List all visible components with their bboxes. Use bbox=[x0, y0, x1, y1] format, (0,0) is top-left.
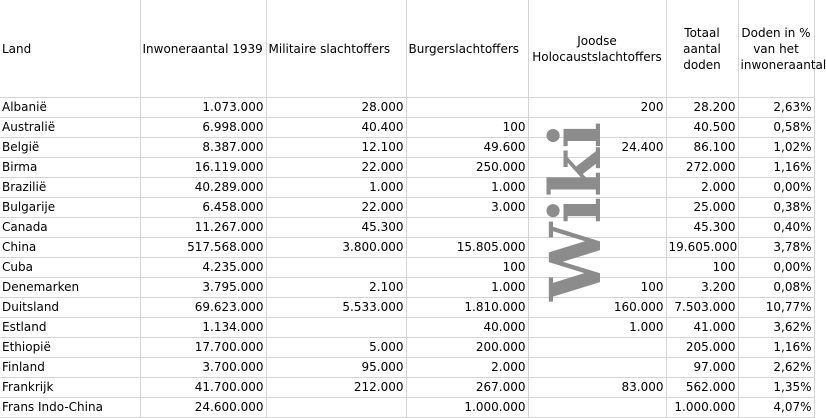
cell-militair[interactable]: 45.300 bbox=[266, 218, 406, 238]
cell-inwoners[interactable]: 17.700.000 bbox=[140, 338, 266, 358]
cell-joods[interactable] bbox=[528, 218, 666, 238]
cell-inwoners[interactable]: 517.568.000 bbox=[140, 238, 266, 258]
table-row bbox=[0, 218, 814, 238]
cell-burger[interactable]: 200.000 bbox=[406, 338, 528, 358]
cell-militair[interactable]: 22.000 bbox=[266, 158, 406, 178]
cell-procent[interactable]: 1,35% bbox=[738, 378, 814, 398]
cell-joods[interactable]: 160.000 bbox=[528, 298, 666, 318]
cell-land[interactable]: Estland bbox=[0, 318, 140, 338]
table-row bbox=[0, 298, 814, 318]
cell-totaal[interactable]: 86.100 bbox=[666, 138, 738, 158]
cell-joods[interactable] bbox=[528, 338, 666, 358]
cell-land[interactable]: Finland bbox=[0, 358, 140, 378]
cell-militair[interactable] bbox=[266, 318, 406, 338]
cell-totaal[interactable]: 1.000.000 bbox=[666, 398, 738, 418]
cell-inwoners[interactable]: 40.289.000 bbox=[140, 178, 266, 198]
cell-totaal[interactable]: 28.200 bbox=[666, 98, 738, 118]
watermark-text: Wiki bbox=[534, 121, 617, 301]
table-row bbox=[0, 118, 814, 138]
cell-burger[interactable] bbox=[406, 218, 528, 238]
cell-joods[interactable] bbox=[528, 158, 666, 178]
cell-procent[interactable]: 10,77% bbox=[738, 298, 814, 318]
table-row bbox=[0, 178, 814, 198]
table-row bbox=[0, 338, 814, 358]
cell-procent[interactable]: 2,63% bbox=[738, 98, 814, 118]
cell-burger[interactable]: 100 bbox=[406, 258, 528, 278]
cell-land[interactable]: Birma bbox=[0, 158, 140, 178]
cell-totaal[interactable]: 41.000 bbox=[666, 318, 738, 338]
cell-land[interactable]: Duitsland bbox=[0, 298, 140, 318]
cell-procent[interactable]: 0,00% bbox=[738, 258, 814, 278]
cell-joods[interactable]: 100 bbox=[528, 278, 666, 298]
header-land[interactable]: Land bbox=[0, 0, 140, 98]
table-row bbox=[0, 318, 814, 338]
cell-totaal[interactable]: 272.000 bbox=[666, 158, 738, 178]
cell-inwoners[interactable]: 24.600.000 bbox=[140, 398, 266, 418]
cell-inwoners[interactable]: 3.795.000 bbox=[140, 278, 266, 298]
cell-militair[interactable]: 12.100 bbox=[266, 138, 406, 158]
cell-procent[interactable]: 0,58% bbox=[738, 118, 814, 138]
cell-burger[interactable]: 15.805.000 bbox=[406, 238, 528, 258]
cell-inwoners[interactable]: 8.387.000 bbox=[140, 138, 266, 158]
cell-militair[interactable]: 28.000 bbox=[266, 98, 406, 118]
cell-totaal[interactable]: 100 bbox=[666, 258, 738, 278]
cell-procent[interactable]: 1,16% bbox=[738, 338, 814, 358]
cell-procent[interactable]: 3,78% bbox=[738, 238, 814, 258]
cell-burger[interactable] bbox=[406, 98, 528, 118]
cell-joods[interactable] bbox=[528, 358, 666, 378]
cell-land[interactable]: Albanië bbox=[0, 98, 140, 118]
cell-procent[interactable]: 4,07% bbox=[738, 398, 814, 418]
cell-militair[interactable]: 95.000 bbox=[266, 358, 406, 378]
cell-militair[interactable]: 1.000 bbox=[266, 178, 406, 198]
cell-procent[interactable]: 1,02% bbox=[738, 138, 814, 158]
cell-procent[interactable]: 0,00% bbox=[738, 178, 814, 198]
cell-totaal[interactable]: 2.000 bbox=[666, 178, 738, 198]
cell-burger[interactable]: 3.000 bbox=[406, 198, 528, 218]
cell-militair[interactable]: 40.400 bbox=[266, 118, 406, 138]
cell-procent[interactable]: 1,16% bbox=[738, 158, 814, 178]
cell-totaal[interactable]: 205.000 bbox=[666, 338, 738, 358]
cell-procent[interactable]: 0,08% bbox=[738, 278, 814, 298]
cell-totaal[interactable]: 19.605.000 bbox=[666, 238, 738, 258]
cell-procent[interactable]: 2,62% bbox=[738, 358, 814, 378]
header-joods[interactable]: Joodse Holocaustslachtoffers bbox=[528, 0, 666, 98]
cell-joods[interactable] bbox=[528, 118, 666, 138]
table-header bbox=[0, 0, 826, 98]
cell-inwoners[interactable]: 1.134.000 bbox=[140, 318, 266, 338]
cell-inwoners[interactable]: 3.700.000 bbox=[140, 358, 266, 378]
cell-procent[interactable]: 0,38% bbox=[738, 198, 814, 218]
cell-militair[interactable]: 22.000 bbox=[266, 198, 406, 218]
cell-joods[interactable] bbox=[528, 198, 666, 218]
table-row bbox=[0, 98, 814, 118]
cell-land[interactable]: Bulgarije bbox=[0, 198, 140, 218]
cell-totaal[interactable]: 7.503.000 bbox=[666, 298, 738, 318]
cell-inwoners[interactable]: 6.998.000 bbox=[140, 118, 266, 138]
cell-totaal[interactable]: 3.200 bbox=[666, 278, 738, 298]
cell-inwoners[interactable]: 16.119.000 bbox=[140, 158, 266, 178]
cell-burger[interactable]: 1.000.000 bbox=[406, 398, 528, 418]
cell-burger[interactable]: 49.600 bbox=[406, 138, 528, 158]
cell-militair[interactable]: 5.000 bbox=[266, 338, 406, 358]
cell-militair[interactable] bbox=[266, 398, 406, 418]
cell-totaal[interactable]: 562.000 bbox=[666, 378, 738, 398]
cell-joods[interactable]: 24.400 bbox=[528, 138, 666, 158]
header-procent[interactable]: Doden in % van het inwoneraantal bbox=[738, 0, 814, 98]
table-row bbox=[0, 398, 814, 418]
cell-land[interactable]: Cuba bbox=[0, 258, 140, 278]
cell-burger[interactable]: 100 bbox=[406, 118, 528, 138]
cell-procent[interactable]: 0,40% bbox=[738, 218, 814, 238]
cell-joods[interactable] bbox=[528, 398, 666, 418]
table-row bbox=[0, 138, 814, 158]
cell-inwoners[interactable]: 41.700.000 bbox=[140, 378, 266, 398]
cell-joods[interactable] bbox=[528, 238, 666, 258]
cell-militair[interactable]: 5.533.000 bbox=[266, 298, 406, 318]
cell-inwoners[interactable]: 11.267.000 bbox=[140, 218, 266, 238]
cell-burger[interactable]: 2.000 bbox=[406, 358, 528, 378]
table-row bbox=[0, 258, 814, 278]
cell-inwoners[interactable]: 6.458.000 bbox=[140, 198, 266, 218]
cell-burger[interactable]: 267.000 bbox=[406, 378, 528, 398]
table-body bbox=[0, 98, 814, 418]
table-row bbox=[0, 358, 814, 378]
cell-burger[interactable]: 250.000 bbox=[406, 158, 528, 178]
cell-joods[interactable] bbox=[528, 258, 666, 278]
cell-land[interactable]: Frans Indo-China bbox=[0, 398, 140, 418]
cell-totaal[interactable]: 25.000 bbox=[666, 198, 738, 218]
header-totaal[interactable]: Totaal aantal doden bbox=[666, 0, 738, 98]
cell-land[interactable]: Denemarken bbox=[0, 278, 140, 298]
cell-joods[interactable] bbox=[528, 178, 666, 198]
cell-militair[interactable]: 212.000 bbox=[266, 378, 406, 398]
cell-land[interactable]: Brazilië bbox=[0, 178, 140, 198]
cell-inwoners[interactable]: 69.623.000 bbox=[140, 298, 266, 318]
cell-joods[interactable]: 83.000 bbox=[528, 378, 666, 398]
cell-land[interactable]: China bbox=[0, 238, 140, 258]
cell-land[interactable]: Ethiopië bbox=[0, 338, 140, 358]
cell-burger[interactable]: 1.810.000 bbox=[406, 298, 528, 318]
cell-land[interactable]: Frankrijk bbox=[0, 378, 140, 398]
cell-procent[interactable]: 3,62% bbox=[738, 318, 814, 338]
cell-militair[interactable]: 2.100 bbox=[266, 278, 406, 298]
cell-totaal[interactable]: 97.000 bbox=[666, 358, 738, 378]
cell-burger[interactable]: 1.000 bbox=[406, 278, 528, 298]
cell-land[interactable]: Canada bbox=[0, 218, 140, 238]
cell-land[interactable]: België bbox=[0, 138, 140, 158]
cell-joods[interactable]: 1.000 bbox=[528, 318, 666, 338]
table-row bbox=[0, 378, 814, 398]
cell-inwoners[interactable]: 1.073.000 bbox=[140, 98, 266, 118]
cell-land[interactable]: Australië bbox=[0, 118, 140, 138]
table-row bbox=[0, 278, 814, 298]
cell-totaal[interactable]: 40.500 bbox=[666, 118, 738, 138]
cell-militair[interactable]: 3.800.000 bbox=[266, 238, 406, 258]
cell-inwoners[interactable]: 4.235.000 bbox=[140, 258, 266, 278]
header-militair[interactable]: Militaire slachtoffers bbox=[266, 0, 406, 98]
cell-burger[interactable]: 1.000 bbox=[406, 178, 528, 198]
cell-burger[interactable]: 40.000 bbox=[406, 318, 528, 338]
header-burger[interactable]: Burgerslachtoffers bbox=[406, 0, 528, 98]
table-row bbox=[0, 238, 814, 258]
cell-totaal[interactable]: 45.300 bbox=[666, 218, 738, 238]
cell-joods[interactable]: 200 bbox=[528, 98, 666, 118]
header-inwoners[interactable]: Inwoneraantal 1939 bbox=[140, 0, 266, 98]
cell-militair[interactable] bbox=[266, 258, 406, 278]
table-row bbox=[0, 198, 814, 218]
table-row bbox=[0, 158, 814, 178]
